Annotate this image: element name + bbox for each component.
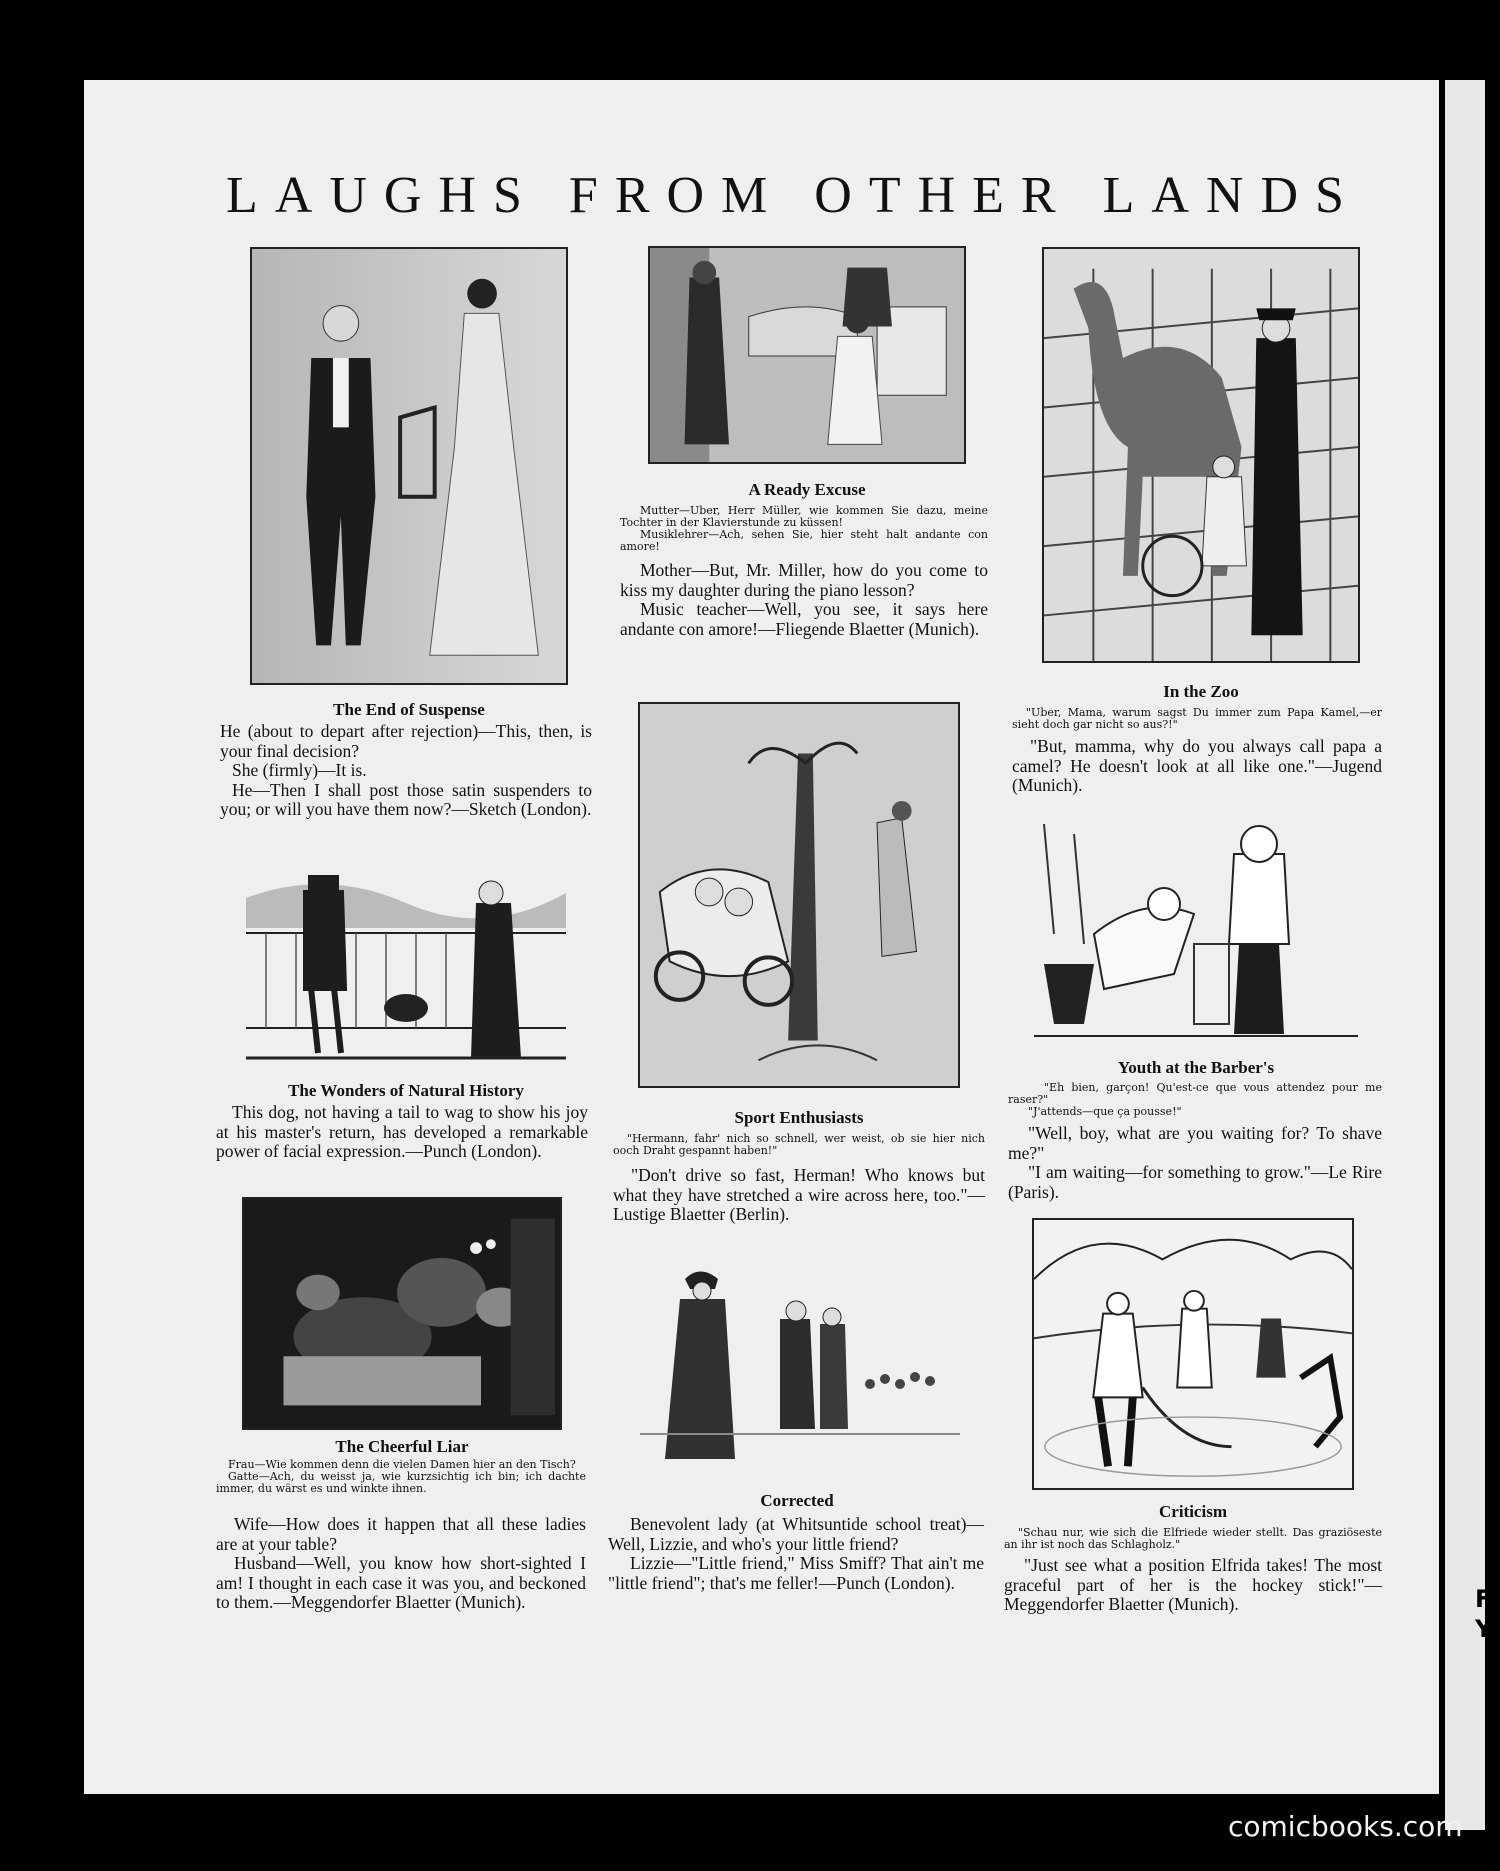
caption-end-of-suspense: The End of Suspense [333,700,485,719]
illustration-in-the-zoo [1042,247,1360,663]
illustration-wonders [246,858,566,1070]
text-corrected [608,1515,984,1593]
original-text-youth-at-barbers [1008,1082,1382,1118]
dialogue-line: He—Then I shall post those satin suspenders to you; or will you have them now?—Sketch (London). [220,779,592,820]
original-text-ready-excuse [620,505,988,553]
original-line: Gatte—Ach, du weisst ja, wie kurzsichtig ich bin; ich dachte immer, du wärst es und winkte ihnen. [216,1470,586,1495]
caption-corrected: Corrected [760,1491,834,1510]
caption-ready-excuse: A Ready Excuse [748,480,866,499]
illustration-ready-excuse [648,246,966,464]
dialogue-line: Mother—But, Mr. Miller, how do you come to kiss my daughter during the piano lesson? [620,560,988,600]
text-sport-enthusiasts: "Don't drive so fast, Herman! Who knows but what they have stretched a wire across here, too."—Lustige Blaetter (Berlin). [613,1165,985,1225]
original-text-sport-enthusiasts [613,1133,985,1157]
dialogue-line: He (about to depart after rejection)—This, then, is your final decision? [220,721,592,761]
caption-wonders: The Wonders of Natural History [288,1081,524,1100]
watermark: comicbooks.com [1228,1810,1463,1843]
text-criticism: "Just see what a position Elfrida takes! The most graceful part of her is the hockey stick!"—Meggendorfer Blaetter (Munich). [1004,1555,1382,1615]
caption-criticism: Criticism [1159,1502,1227,1521]
caption-sport-enthusiasts: Sport Enthusiasts [734,1108,864,1127]
text-cheerful-liar [216,1515,586,1613]
dialogue-line: Wife—How does it happen that all these ladies are at your table? [216,1514,586,1554]
original-line: "J'attends—que ça pousse!" [1028,1105,1182,1118]
illustration-cheerful-liar [242,1197,562,1430]
illustration-sport-enthusiasts [638,702,960,1088]
dialogue-line: "Well, boy, what are you waiting for? To shave me?" [1008,1123,1382,1163]
original-text-cheerful-liar [216,1459,586,1495]
original-line: Frau—Wie kommen denn die vielen Damen hier an den Tisch? [228,1458,576,1471]
dialogue-line: Benevolent lady (at Whitsuntide school treat)—Well, Lizzie, and who's your little friend? [608,1514,984,1554]
text-youth-at-barbers [1008,1124,1382,1202]
original-line: "Uber, Mama, warum sagst Du immer zum Papa Kamel,—er sieht doch gar nicht so aus?!" [1012,706,1382,731]
original-line: Mutter—Uber, Herr Müller, wie kommen Sie dazu, meine Tochter in der Klavierstunde zu küssen! [620,504,988,529]
illustration-end-of-suspense [250,247,568,685]
adjacent-page-edge [1445,80,1485,1830]
page-title: LAUGHS FROM OTHER LANDS [226,167,1361,224]
original-line: "Schau nur, wie sich die Elfriede wieder stellt. Das graziöseste an ihr ist noch das Schlagholz." [1004,1526,1382,1551]
caption-youth-at-barbers: Youth at the Barber's [1117,1058,1275,1077]
text-end-of-suspense [220,722,592,820]
adjacent-page-text: Y [1475,1615,1493,1643]
original-line: Musiklehrer—Ach, sehen Sie, hier steht halt andante con amore! [620,528,988,553]
adjacent-page-text: Fi [1475,1585,1500,1613]
text-ready-excuse [620,561,988,639]
caption-cheerful-liar: The Cheerful Liar [335,1437,469,1456]
dialogue-line: Lizzie—"Little friend," Miss Smiff? That ain't me "little friend"; that's me feller!—Punch (London). [608,1553,984,1593]
original-line: "Eh bien, garçon! Qu'est-ce que vous attendez pour me raser?" [1008,1081,1382,1106]
original-text-in-the-zoo [1012,707,1382,731]
dialogue-line: Music teacher—Well, you see, it says here andante con amore!—Fliegende Blaetter (Munich). [620,599,988,639]
dialogue-line: "I am waiting—for something to grow."—Le Rire (Paris). [1008,1162,1382,1202]
dialogue-line: Husband—Well, you know how short-sighted I am! I thought in each case it was you, and beckoned to them.—Meggendorfer Blaetter (Munich). [216,1553,586,1613]
caption-in-the-zoo: In the Zoo [1163,682,1239,701]
illustration-youth-at-barbers [1034,814,1358,1044]
text-wonders: This dog, not having a tail to wag to show his joy at his master's return, has developed a remarkable power of facial expression.—Punch (London). [216,1102,588,1162]
original-line: "Hermann, fahr' nich so schnell, wer weist, ob sie hier nich ooch Draht gespannt haben!" [613,1132,985,1157]
dialogue-line: She (firmly)—It is. [232,760,367,781]
text-in-the-zoo: "But, mamma, why do you always call papa a camel? He doesn't look at all like one."—Jugend (Munich). [1012,736,1382,796]
illustration-criticism [1032,1218,1354,1490]
original-text-criticism [1004,1527,1382,1551]
illustration-corrected [630,1259,964,1477]
